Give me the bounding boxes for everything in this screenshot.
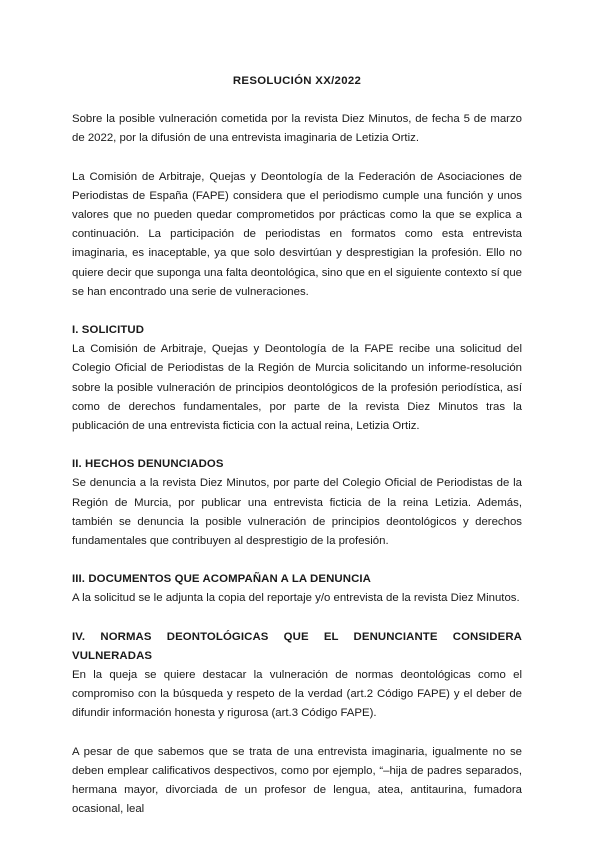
intro-paragraph: Sobre la posible vulneración cometida por la revista Diez Minutos, de fecha 5 de marzo de 2022, por la difusión de una entrevista imaginaria de Letizia Ortiz. <box>72 113 522 145</box>
section-normas-deontologicas <box>72 628 522 820</box>
section-paragraph: A pesar de que sabemos que se trata de una entrevista imaginaria, igualmente no se deben emplear calificativos despectivos, como por ejemplo, “–hija de padres separados, hermana mayor, divorciada de un profesor de lengua, atea, antitaurina, fumadora ocasional, leal <box>72 745 522 816</box>
section-hechos-denunciados <box>72 455 522 551</box>
section-paragraph: A la solicitud se le adjunta la copia del reportaje y/o entrevista de la revista Diez Minutos. <box>72 592 520 605</box>
document-page <box>72 72 522 820</box>
preamble-paragraph: La Comisión de Arbitraje, Quejas y Deontología de la Federación de Asociaciones de Periodistas de España (FAPE) considera que el periodismo cumple una función y unos valores que no pueden quedar comprometidos por prácticas como la que se explica a continuación. La participación de periodistas en formatos como esta entrevista imaginaria, es inaceptable, ya que solo desvirtúan y desprestigian la profesión. Ello no quiere decir que suponga una falta deontológica, sino que en el siguiente contexto sí que se han encontrado una serie de vulneraciones. <box>72 170 522 298</box>
section-paragraph: La Comisión de Arbitraje, Quejas y Deontología de la FAPE recibe una solicitud del Colegio Oficial de Periodistas de la Región de Murcia solicitando un informe-resolución sobre la posible vulneración de principios deontológicos de la profesión periodística, así como de derechos fundamentales, por parte de la revista Diez Minutos tras la publicación de una entrevista ficticia con la actual reina, Letizia Ortiz. <box>72 343 522 433</box>
section-heading: IV. NORMAS DEONTOLÓGICAS QUE EL DENUNCIANTE CONSIDERA VULNERADAS <box>72 630 522 662</box>
section-documentos <box>72 570 522 608</box>
section-paragraph: En la queja se quiere destacar la vulneración de normas deontológicas como el compromiso con la búsqueda y respeto de la verdad (art.2 Código FAPE) y el deber de difundir información honesta y rigurosa (art.3 Código FAPE). <box>72 669 522 720</box>
section-heading: III. DOCUMENTOS QUE ACOMPAÑAN A LA DENUNCIA <box>72 573 371 586</box>
document-title: RESOLUCIÓN XX/2022 <box>232 75 362 87</box>
section-heading: II. HECHOS DENUNCIADOS <box>72 458 224 471</box>
section-solicitud <box>72 321 522 436</box>
section-heading: I. SOLICITUD <box>72 324 145 337</box>
section-paragraph: Se denuncia a la revista Diez Minutos, por parte del Colegio Oficial de Periodistas de la Región de Murcia, por publicar una entrevista ficticia de la reina Letizia. Además, también se denuncia la posible vulneración de principios deontológicos y derechos fundamentales que contribuyen al desprestigio de la profesión. <box>72 477 522 548</box>
